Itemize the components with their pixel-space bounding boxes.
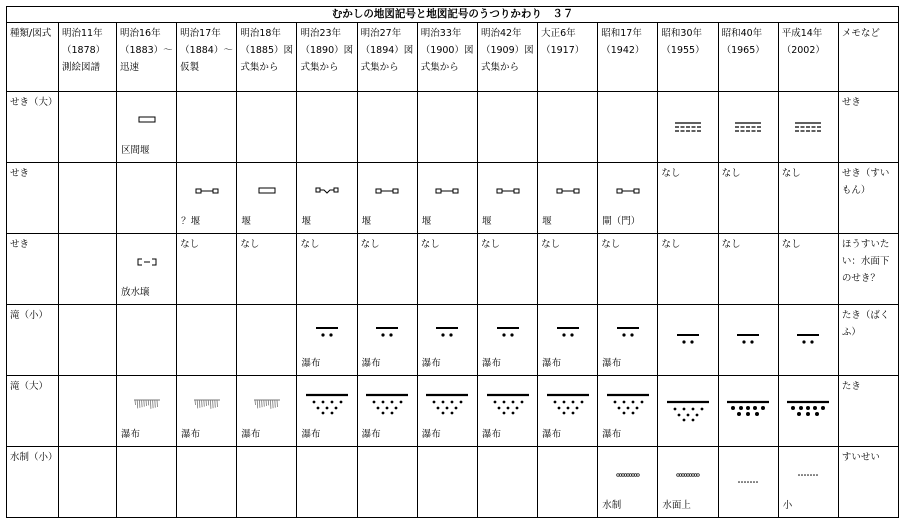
map-symbol-rect	[136, 115, 158, 125]
symbol-cell	[117, 92, 177, 163]
symbol-cell	[718, 92, 778, 163]
symbol-cell	[117, 234, 177, 305]
symbol-cell	[778, 305, 838, 376]
symbol-caption: 堰	[421, 216, 432, 227]
symbol-cell	[658, 447, 718, 518]
symbol-cell	[237, 234, 297, 305]
cell-text: なし	[781, 168, 801, 179]
symbol-cell	[59, 447, 117, 518]
symbol-cell	[357, 234, 417, 305]
symbol-cell	[297, 92, 357, 163]
memo-cell: ほうすいたい：水面下のせき？	[838, 234, 898, 305]
symbol-caption: 瀑布	[602, 358, 622, 369]
symbol-table	[6, 6, 899, 518]
row-label: 滝（小）	[7, 305, 59, 376]
map-symbol-bigfall	[304, 393, 350, 415]
symbol-cell	[658, 376, 718, 447]
map-symbol-fall	[314, 326, 340, 340]
symbol-caption: 区間堰	[121, 145, 150, 156]
symbol-cell	[237, 163, 297, 234]
symbol-cell	[477, 376, 537, 447]
symbol-caption: 瀑布	[542, 429, 562, 440]
column-header: 平成14年（2002）	[778, 23, 838, 92]
symbol-caption: 瀑布	[421, 429, 441, 440]
symbol-cell	[117, 163, 177, 234]
column-header: 明治17年（1884）〜仮製	[177, 23, 237, 92]
symbol-cell	[237, 376, 297, 447]
table-title: むかしの地図記号と地図記号のうつりかわり ３７	[7, 7, 899, 23]
map-symbol-link	[434, 186, 460, 196]
map-symbol-bigfall2	[725, 400, 771, 422]
symbol-cell	[177, 163, 237, 234]
cell-text: なし	[541, 239, 561, 250]
symbol-caption: 堰	[361, 216, 372, 227]
column-header: 明治33年（1900）図式集から	[417, 23, 477, 92]
symbol-caption: 堰	[542, 216, 552, 227]
symbol-cell	[357, 305, 417, 376]
symbol-caption: 放水壌	[121, 287, 150, 298]
symbol-cell	[538, 92, 598, 163]
symbol-cell	[778, 447, 838, 518]
symbol-cell	[59, 163, 117, 234]
symbol-cell	[538, 376, 598, 447]
cell-text: なし	[240, 239, 260, 250]
cell-text: なし	[721, 168, 741, 179]
column-header: 明治16年（1883）〜迅速	[117, 23, 177, 92]
symbol-cell	[59, 92, 117, 163]
symbol-cell	[237, 92, 297, 163]
symbol-caption: 瀑布	[602, 429, 622, 440]
symbol-cell	[718, 163, 778, 234]
map-symbol-dash3	[793, 121, 823, 133]
map-symbol-bigfall	[424, 393, 470, 415]
map-symbol-dash3	[733, 121, 763, 133]
symbol-cell	[177, 305, 237, 376]
map-symbol-dots	[797, 473, 819, 477]
cell-text: なし	[420, 239, 440, 250]
column-header: 昭和30年（1955）	[658, 23, 718, 92]
map-symbol-chain	[675, 472, 701, 478]
symbol-caption: 瀑布	[241, 429, 261, 440]
symbol-cell	[177, 376, 237, 447]
map-symbol-bigfall	[665, 400, 711, 422]
column-header: 昭和40年（1965）	[718, 23, 778, 92]
symbol-cell	[177, 234, 237, 305]
symbol-caption: 瀑布	[121, 429, 141, 440]
column-header: 明治18年（1885）図式集から	[237, 23, 297, 92]
map-symbol-fall	[495, 326, 521, 340]
map-symbol-chain	[615, 472, 641, 478]
symbol-cell	[59, 234, 117, 305]
symbol-cell	[538, 234, 598, 305]
column-header: 昭和17年（1942）	[598, 23, 658, 92]
symbol-caption: 水面上	[662, 500, 691, 511]
symbol-cell	[477, 305, 537, 376]
symbol-cell	[778, 92, 838, 163]
symbol-caption: 瀑布	[301, 429, 321, 440]
map-symbol-link	[495, 186, 521, 196]
map-symbol-linkv	[314, 186, 340, 196]
symbol-cell	[477, 234, 537, 305]
symbol-cell	[658, 163, 718, 234]
cell-text: なし	[480, 239, 500, 250]
symbol-cell	[297, 376, 357, 447]
map-symbol-fall	[795, 333, 821, 347]
symbol-cell	[718, 234, 778, 305]
symbol-cell	[297, 234, 357, 305]
symbol-cell	[658, 234, 718, 305]
row-label: 水制（小）	[7, 447, 59, 518]
map-symbol-dots	[737, 480, 759, 484]
symbol-caption: 瀑布	[361, 429, 381, 440]
symbol-cell	[598, 305, 658, 376]
symbol-cell	[598, 376, 658, 447]
symbol-cell	[658, 305, 718, 376]
symbol-cell	[718, 376, 778, 447]
memo-cell: せき	[838, 92, 898, 163]
symbol-cell	[598, 163, 658, 234]
symbol-cell	[778, 376, 838, 447]
map-symbol-fall	[555, 326, 581, 340]
map-symbol-link	[555, 186, 581, 196]
cell-text: なし	[601, 239, 621, 250]
map-symbol-fringe	[131, 397, 163, 411]
cell-text: なし	[661, 168, 681, 179]
symbol-cell	[417, 376, 477, 447]
symbol-cell	[477, 447, 537, 518]
symbol-cell	[477, 92, 537, 163]
map-symbol-fall	[374, 326, 400, 340]
map-symbol-rect	[256, 186, 278, 196]
column-header: 明治23年（1890）図式集から	[297, 23, 357, 92]
column-header: 明治11年（1878）測絵図譜	[59, 23, 117, 92]
symbol-cell	[297, 163, 357, 234]
table-row	[7, 163, 899, 234]
row-label: せき	[7, 234, 59, 305]
map-symbol-fall	[615, 326, 641, 340]
symbol-cell	[357, 92, 417, 163]
row-label: せき	[7, 163, 59, 234]
map-symbol-fall	[675, 333, 701, 347]
symbol-caption: 瀑布	[361, 358, 381, 369]
row-label: せき（大）	[7, 92, 59, 163]
cell-text: なし	[661, 239, 681, 250]
symbol-caption: ？堰	[181, 216, 201, 227]
symbol-cell	[598, 234, 658, 305]
table-row	[7, 92, 899, 163]
symbol-cell	[778, 163, 838, 234]
symbol-cell	[778, 234, 838, 305]
memo-cell: せき（すいもん）	[838, 163, 898, 234]
cell-text: なし	[781, 239, 801, 250]
symbol-cell	[357, 376, 417, 447]
symbol-cell	[297, 447, 357, 518]
symbol-caption: 堰	[481, 216, 492, 227]
map-symbol-link	[615, 186, 641, 196]
symbol-caption: 瀑布	[481, 429, 501, 440]
symbol-cell	[598, 447, 658, 518]
symbol-cell	[417, 92, 477, 163]
cell-text: なし	[721, 239, 741, 250]
map-symbol-link	[194, 186, 220, 196]
map-symbol-bigfall	[605, 393, 651, 415]
symbol-cell	[598, 92, 658, 163]
map-symbol-dash3	[673, 121, 703, 133]
symbol-cell	[59, 305, 117, 376]
map-symbol-fall	[735, 333, 761, 347]
symbol-cell	[237, 447, 297, 518]
symbol-caption: 瀑布	[481, 358, 501, 369]
symbol-caption: 堰	[241, 216, 251, 227]
map-symbol-fall	[434, 326, 460, 340]
header-row	[7, 23, 899, 92]
symbol-cell	[477, 163, 537, 234]
symbol-cell	[59, 376, 117, 447]
symbol-caption: 堰	[301, 216, 311, 227]
map-symbol-bigfall2	[785, 400, 831, 422]
memo-cell: たき	[838, 376, 898, 447]
column-header: 明治27年（1894）図式集から	[357, 23, 417, 92]
table-row	[7, 305, 899, 376]
symbol-caption: 瀑布	[542, 358, 562, 369]
symbol-cell	[658, 92, 718, 163]
symbol-caption: 小	[782, 500, 793, 511]
column-header: 大正6年（1917）	[538, 23, 598, 92]
map-symbol-link	[374, 186, 400, 196]
memo-cell: たき（ばくふ）	[838, 305, 898, 376]
symbol-caption: 瀑布	[301, 358, 321, 369]
symbol-caption: 瀑布	[181, 429, 201, 440]
symbol-cell	[417, 163, 477, 234]
symbol-cell	[538, 305, 598, 376]
symbol-cell	[538, 163, 598, 234]
symbol-cell	[718, 305, 778, 376]
symbol-cell	[177, 92, 237, 163]
map-symbol-bigfall	[364, 393, 410, 415]
column-header: 明治42年（1909）図式集から	[477, 23, 537, 92]
map-symbol-fringe	[251, 397, 283, 411]
symbol-cell	[417, 305, 477, 376]
symbol-caption: 瀑布	[421, 358, 441, 369]
symbol-cell	[417, 234, 477, 305]
symbol-caption: 水制	[602, 500, 622, 511]
symbol-cell	[417, 447, 477, 518]
column-header: メモなど	[838, 23, 898, 92]
map-symbol-open	[135, 257, 159, 267]
symbol-caption: 閘（門）	[602, 216, 641, 227]
map-symbol-bigfall	[485, 393, 531, 415]
table-row	[7, 376, 899, 447]
symbol-cell	[357, 163, 417, 234]
symbol-cell	[357, 447, 417, 518]
memo-cell: すいせい	[838, 447, 898, 518]
symbol-cell	[237, 305, 297, 376]
symbol-cell	[177, 447, 237, 518]
column-header: 種類/図式	[7, 23, 59, 92]
symbol-cell	[117, 305, 177, 376]
symbol-cell	[117, 447, 177, 518]
map-symbol-fringe	[191, 397, 223, 411]
row-label: 滝（大）	[7, 376, 59, 447]
symbol-cell	[297, 305, 357, 376]
table-row	[7, 234, 899, 305]
cell-text: なし	[300, 239, 320, 250]
symbol-cell	[538, 447, 598, 518]
symbol-cell	[718, 447, 778, 518]
symbol-cell	[117, 376, 177, 447]
table-row	[7, 447, 899, 518]
map-symbol-bigfall	[545, 393, 591, 415]
cell-text: なし	[360, 239, 380, 250]
cell-text: なし	[180, 239, 200, 250]
